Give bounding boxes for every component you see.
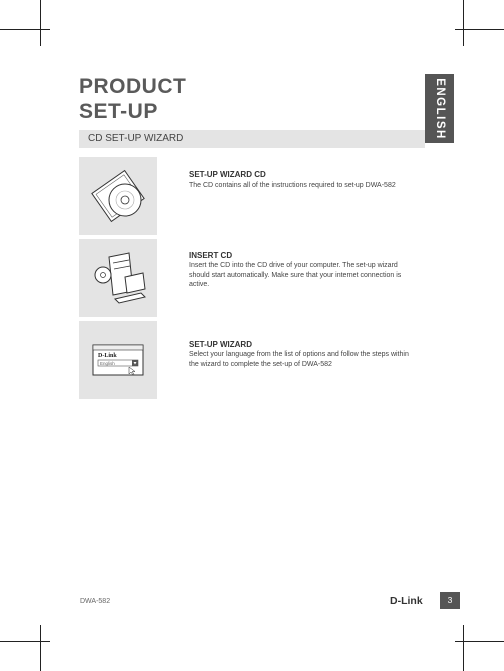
step-3-heading: SET-UP WIZARD bbox=[189, 340, 252, 349]
crop-mark bbox=[40, 625, 41, 671]
dlink-logo: D-Link bbox=[390, 595, 423, 607]
computer-cd-icon bbox=[79, 239, 157, 317]
step-3-image bbox=[79, 321, 157, 399]
crop-mark bbox=[0, 641, 50, 642]
step-1-body: The CD contains all of the instructions required to set-up DWA-582 bbox=[189, 182, 396, 189]
step-3-body: Select your language from the list of options and follow the steps within the wizard to complete the set-up of DWA-582 bbox=[189, 351, 409, 368]
crop-mark bbox=[40, 0, 41, 46]
cd-disc-icon bbox=[79, 157, 157, 235]
wizard-window-icon bbox=[79, 321, 157, 399]
footer-model: DWA-582 bbox=[80, 598, 111, 605]
step-2-heading: INSERT CD bbox=[189, 251, 233, 260]
page-title-line2: SET-UP bbox=[79, 100, 158, 123]
section-title: CD SET-UP WIZARD bbox=[79, 130, 425, 148]
crop-mark bbox=[463, 625, 464, 671]
crop-mark bbox=[463, 0, 464, 46]
page-title bbox=[79, 74, 186, 124]
language-tab bbox=[425, 74, 454, 143]
step-2-image bbox=[79, 239, 157, 317]
page-title-line1: PRODUCT bbox=[79, 75, 187, 98]
step-2-body: Insert the CD into the CD drive of your computer. The set-up wizard should start automatically. Make sure that your internet connection is active. bbox=[189, 262, 402, 288]
wizard-language-value: English bbox=[100, 361, 115, 366]
step-1-heading: SET-UP WIZARD CD bbox=[189, 170, 266, 179]
step-1-image bbox=[79, 157, 157, 235]
wizard-brand-text: D-Link bbox=[98, 353, 117, 359]
language-tab-label: ENGLISH bbox=[433, 77, 446, 140]
crop-mark bbox=[0, 29, 50, 30]
page-number: 3 bbox=[440, 592, 460, 609]
